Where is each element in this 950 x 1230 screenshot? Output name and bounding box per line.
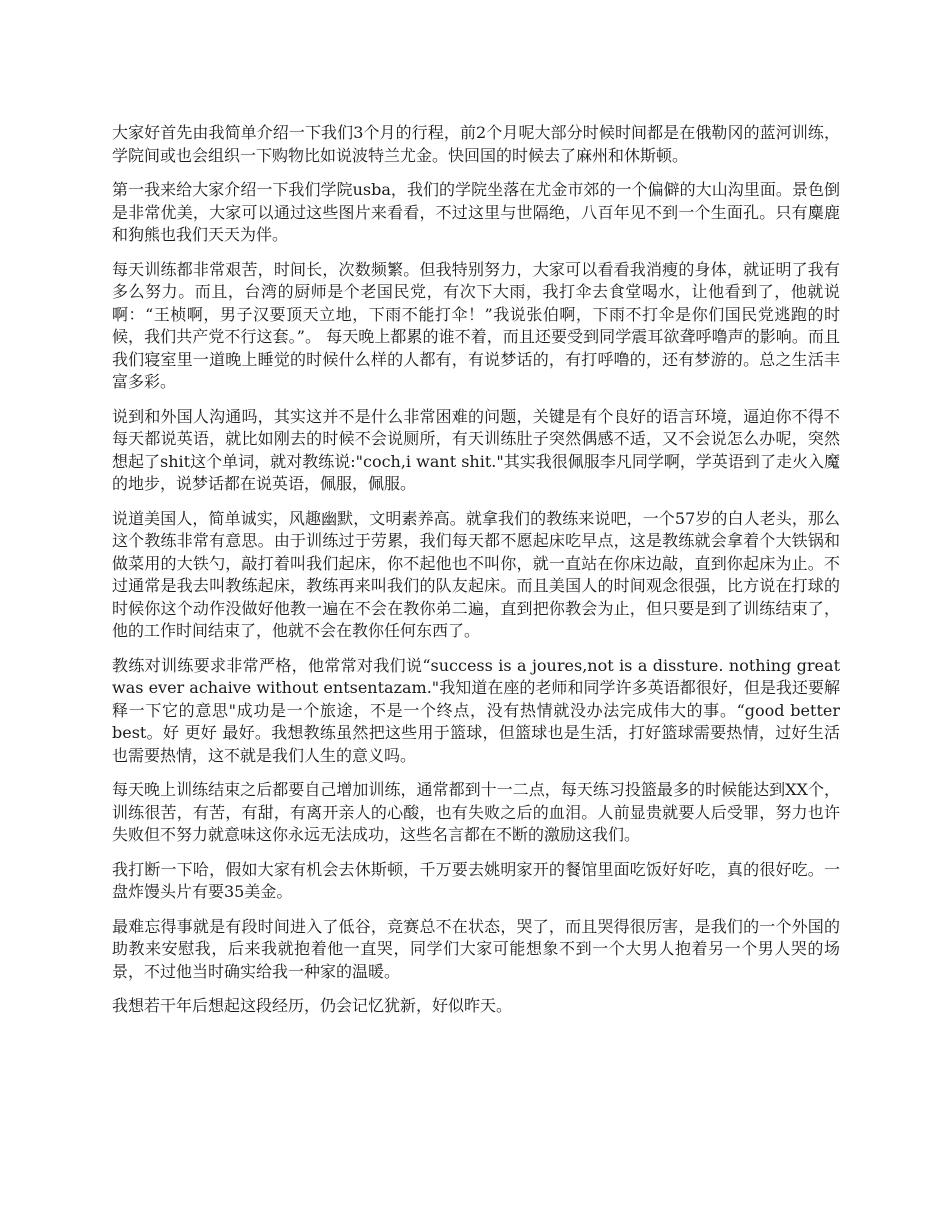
paragraph-americans: 说道美国人，简单诚实，风趣幽默，文明素养高。就拿我们的教练来说吧，一个57岁的白人老头，那么这个教练非常有意思。由于训练过于劳累，我们每天都不愿起床吃早点，这是教练就会拿着个大铁锅和做菜用的大铁勺，敲打着叫我们起床，你不起他也不叫你，就一直站在你床边敲，直到你起床为止。不过通常是我去叫教练起床，教练再来叫我们的队友起床。而且美国人的时间观念很强，比方说在打球的时候你这个动作没做好他教一遍在不会在教你弟二遍，直到把你教会为止，但只要是到了训练结束了，他的工作时间结束了，他就不会在教你任何东西了。 [112,508,840,640]
paragraph-training-hardship: 每天训练都非常艰苦，时间长，次数频繁。但我特别努力，大家可以看看我消瘦的身体，就证明了我有多么努力。而且，台湾的厨师是个老国民党，有次下大雨，我打伞去食堂喝水，让他看到了，他就说啊：“王桢啊，男子汉要顶天立地，下雨不能打伞！”我说张伯啊，下雨不打伞是你们国民党逃跑的时候，我们共产党不行这套。”。 每天晚上都累的谁不着，而且还要受到同学震耳欲聋呼噜声的影响。而且我们寝室里一道晚上睡觉的时候什么样的人都有，有说梦话的，有打呼噜的，还有梦游的。总之生活丰富多彩。 [112,259,840,391]
paragraph-low-point: 最难忘得事就是有段时间进入了低谷，竞赛总不在状态，哭了，而且哭得很厉害，是我们的一个外国的助教来安慰我，后来我就抱着他一直哭，同学们大家可能想象不到一个大男人抱着另一个男人哭的场景，不过他当时确实给我一种家的温暖。 [112,916,840,981]
paragraph-coach-motto: 教练对训练要求非常严格，他常常对我们说“success is a joures,not is a dissture. nothing great was ever achaive without entsentazam."我知道在座的老师和同学许多英语都很好，但是我还要解释一下它的意思"成功是一个旅途，不是一个终点，没有热情就没办法完成伟大的事。“good better best。好 更好 最好。我想教练虽然把这些用于篮球，但篮球也是生活，打好篮球需要热情，过好生活也需要热情，这不就是我们人生的意义吗。 [112,655,840,765]
paragraph-academy: 第一我来给大家介绍一下我们学院usba，我们的学院坐落在尤金市郊的一个偏僻的大山沟里面。景色倒是非常优美，大家可以通过这些图片来看看，不过这里与世隔绝，八百年见不到一个生面孔。只有麋鹿和狗熊也我们天天为伴。 [112,180,840,244]
paragraph-houston: 我打断一下哈，假如大家有机会去休斯顿，千万要去姚明家开的餐馆里面吃饭好好吃，真的很好吃。一盘炸馒头片有要35美金。 [112,859,840,901]
paragraph-extra-training: 每天晚上训练结束之后都要自己增加训练，通常都到十一二点，每天练习投篮最多的时候能达到XX个，训练很苦，有苦，有甜，有离开亲人的心酸，也有失败之后的血泪。人前显贵就要人后受罪，努力也许失败但不努力就意味这你永远无法成功，这些名言都在不断的激励这我们。 [112,780,840,844]
paragraph-itinerary: 大家好首先由我简单介绍一下我们3个月的行程，前2个月呢大部分时候时间都是在俄勒冈的蓝河训练，学院间或也会组织一下购物比如说波特兰尤金。快回国的时候去了麻州和休斯顿。 [112,123,840,165]
document-body [112,122,840,1030]
paragraph-closing: 我想若干年后想起这段经历，仍会记忆犹新，好似昨天。 [112,996,513,1015]
paragraph-communication: 说到和外国人沟通吗，其实这并不是什么非常困难的问题，关键是有个良好的语言环境，逼迫你不得不每天都说英语，就比如刚去的时候不会说厕所，有天训练肚子突然偶感不适，又不会说怎么办呢，突然想起了shit这个单词，就对教练说:"coch,i want shit."其实我很佩服李凡同学啊，学英语到了走火入魔的地步，说梦话都在说英语，佩服，佩服。 [112,406,840,493]
